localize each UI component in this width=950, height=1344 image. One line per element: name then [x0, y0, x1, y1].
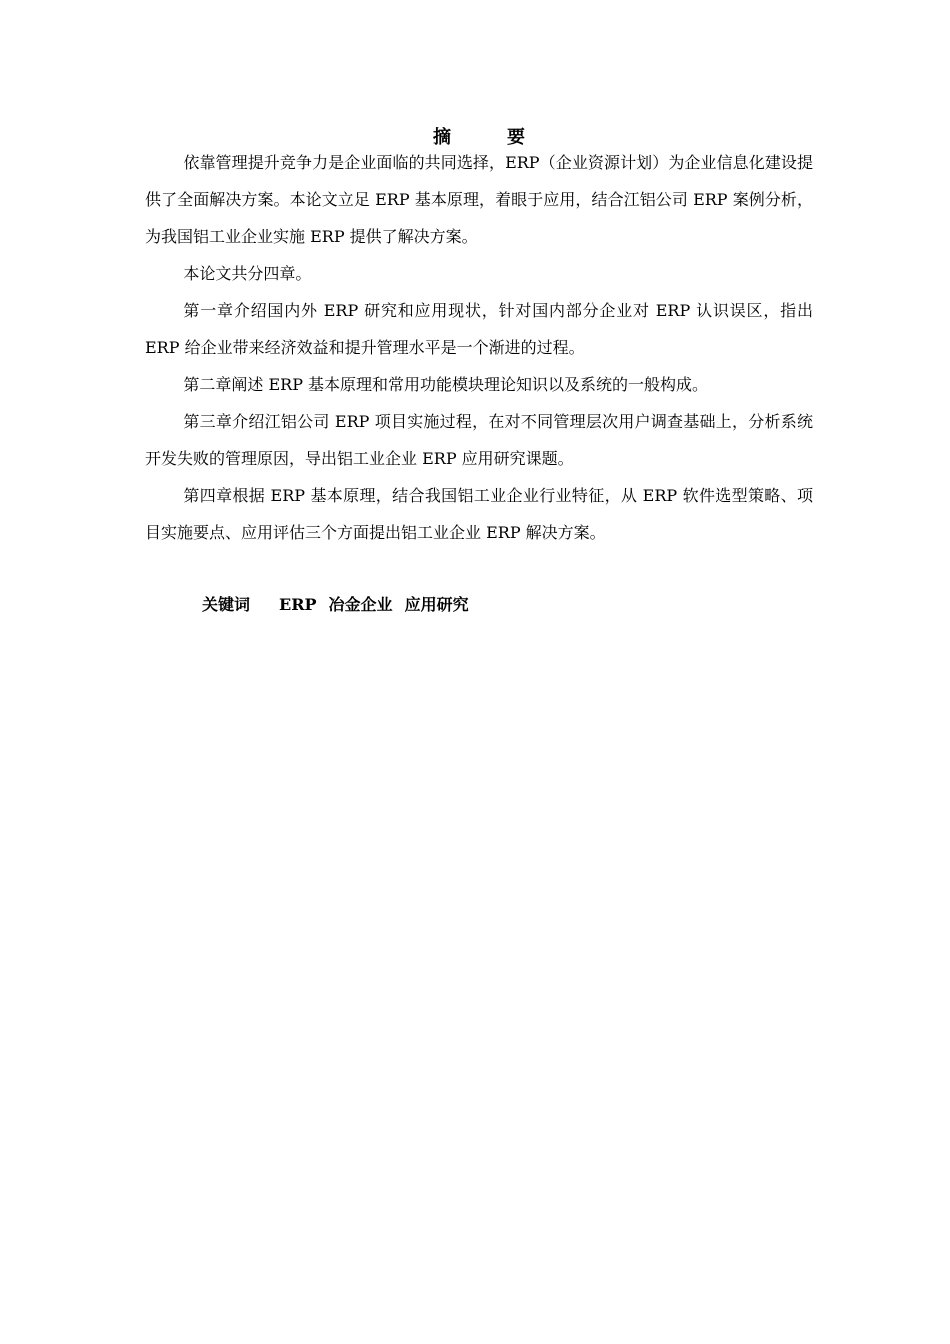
keywords-label: 关键词: [202, 595, 251, 614]
abstract-paragraph-5: 第三章介绍江铝公司 ERP 项目实施过程，在对不同管理层次用户调查基础上，分析系统开发失败的管理原因，导出铝工业企业 ERP 应用研究课题。: [145, 412, 813, 468]
abstract-paragraph-3: 第一章介绍国内外 ERP 研究和应用现状，针对国内部分企业对 ERP 认识误区，指出 ERP 给企业带来经济效益和提升管理水平是一个渐进的过程。: [145, 301, 813, 357]
abstract-paragraph-4: 第二章阐述 ERP 基本原理和常用功能模块理论知识以及系统的一般构成。: [183, 375, 709, 394]
abstract-paragraph-6: 第四章根据 ERP 基本原理，结合我国铝工业企业行业特征，从 ERP 软件选型策略、项目实施要点、应用评估三个方面提出铝工业企业 ERP 解决方案。: [145, 486, 813, 542]
keyword-item: 应用研究: [404, 595, 469, 614]
abstract-title-left: 摘: [433, 127, 451, 148]
keyword-item: 冶金企业: [328, 595, 393, 614]
abstract-paragraph-1: 依靠管理提升竞争力是企业面临的共同选择，ERP（企业资源计划）为企业信息化建设提供了全面解决方案。本论文立足 ERP 基本原理，着眼于应用，结合江铝公司 ERP 案例分析，为我国铝工业企业实施 ERP 提供了解决方案。: [145, 153, 813, 246]
abstract-section: [145, 124, 813, 623]
keywords-line: [145, 586, 813, 623]
abstract-paragraph-2: 本论文共分四章。: [183, 264, 312, 283]
keyword-item: ERP: [279, 595, 317, 614]
abstract-title-right: 要: [507, 127, 525, 148]
